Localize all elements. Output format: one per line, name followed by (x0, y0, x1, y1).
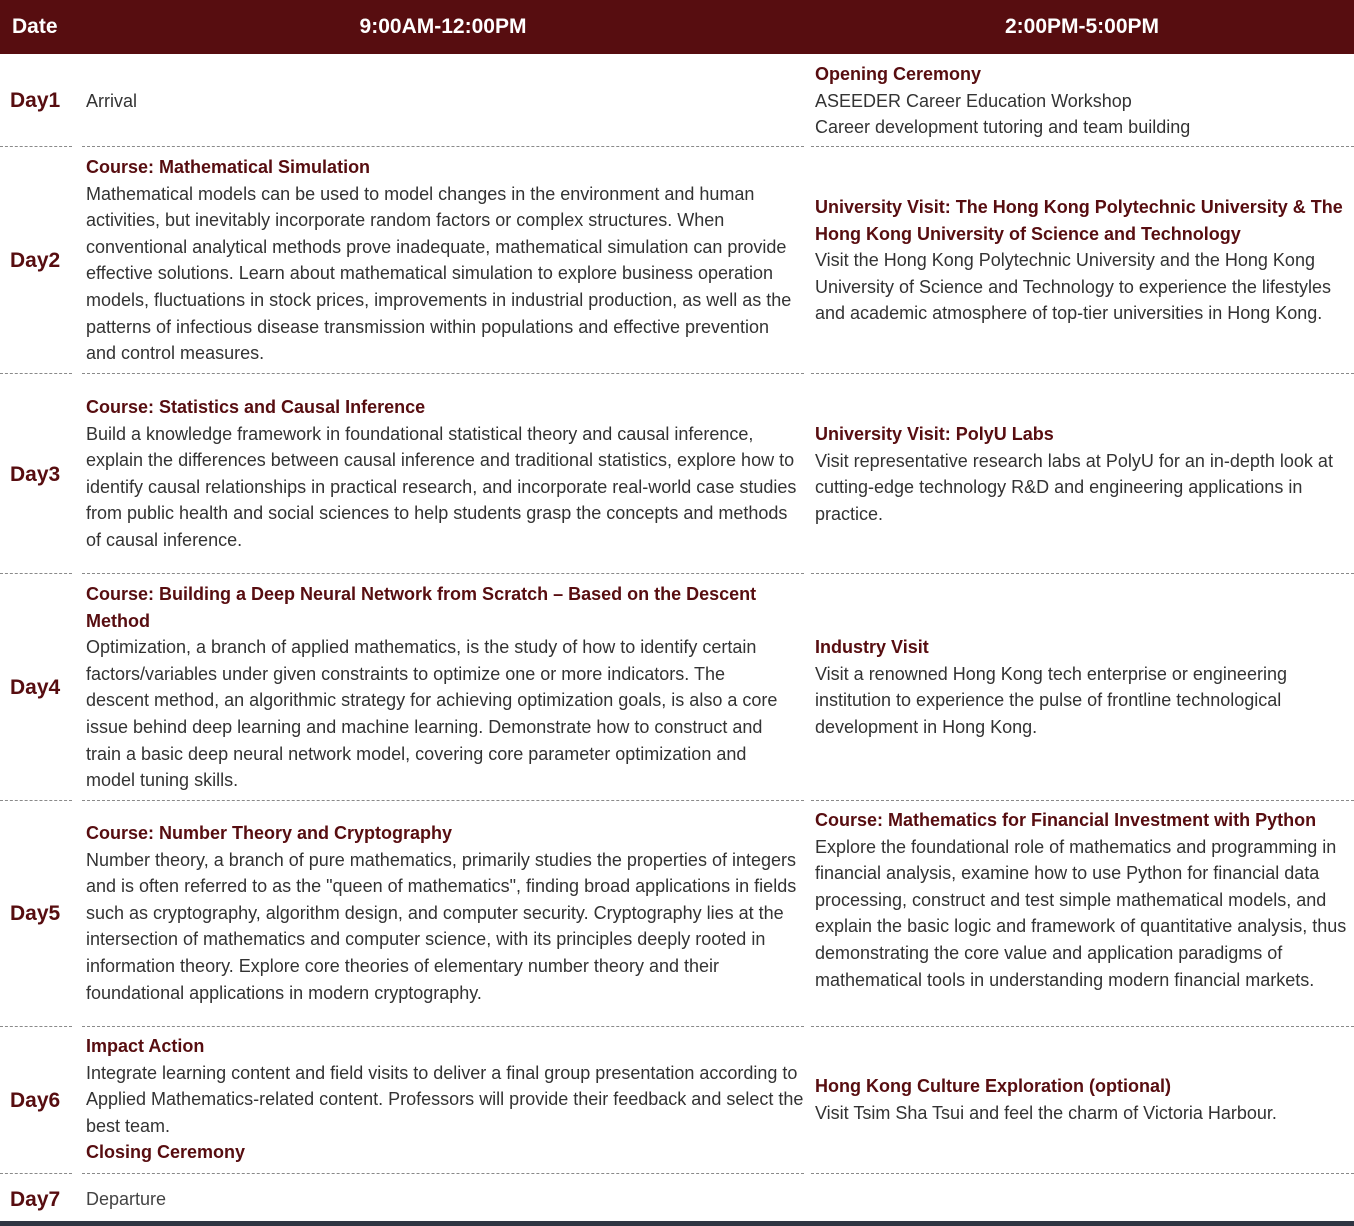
day6-afternoon-text: Visit Tsim Sha Tsui and feel the charm of Victoria Harbour. (815, 1102, 1277, 1123)
day6-afternoon (815, 1073, 1354, 1126)
day2-afternoon-title: University Visit: The Hong Kong Polytechnic University & The Hong Kong University of Science and Technology (815, 197, 1343, 244)
schedule-header (0, 0, 1354, 54)
day4-afternoon-title: Industry Visit (815, 637, 929, 657)
day3-morning (86, 394, 804, 554)
day3-afternoon-text: Visit representative research labs at PolyU for an in-depth look at cutting-edge technology R&D and engineering applications in practice. (815, 450, 1333, 524)
bottom-bar (0, 1221, 1354, 1226)
day2-morning-text: Mathematical models can be used to model changes in the environment and human activities, but inevitably incorporate random factors or complex structures. When conventional analytical methods prove inadequate, mathematical simulation can provide effective solutions. Learn about mathematical simulation to explore business operation models, fluctuations in stock prices, improvements in industrial production, as well as the patterns of infectious disease transmission within populations and effective prevention and control measures. (86, 183, 792, 364)
day5-morning-text: Number theory, a branch of pure mathematics, primarily studies the properties of integers and is often referred to as the "queen of mathematics", finding broad applications in fields such as cryptography, algorithm design, and computer security. Cryptography lies at the intersection of mathematics and computer science, with its principles deeply rooted in information theory. Explore core theories of elementary number theory and their foundational applications in modern cryptography. (86, 849, 797, 1003)
day-label: Day1 (10, 89, 61, 112)
day3-afternoon-title: University Visit: PolyU Labs (815, 424, 1054, 444)
day1-afternoon-line: ASEEDER Career Education Workshop (815, 90, 1132, 111)
day1-morning-text: Arrival (86, 91, 138, 111)
day5-afternoon-text: Explore the foundational role of mathematics and programming in financial analysis, examine how to use Python for financial data processing, construct and test simple mathematical models, and explain the basic logic and framework of quantitative analysis, thus demonstrating the core value and application paradigms of mathematical tools in understanding modern financial markets. (815, 836, 1347, 990)
day5-afternoon (815, 807, 1354, 993)
day-label: Day3 (10, 463, 61, 486)
day4-morning (86, 581, 786, 794)
day1-afternoon-line: Career development tutoring and team building (815, 117, 1191, 138)
day5-morning (86, 820, 804, 1006)
day6-morning-text: Integrate learning content and field visits to deliver a final group presentation according to Applied Mathematics-related content. Professors will provide their feedback and select the best team. (86, 1062, 804, 1136)
day-label: Day2 (10, 249, 61, 272)
day1-afternoon (815, 61, 1354, 141)
day7-morning-text: Departure (86, 1189, 167, 1209)
day3-afternoon (815, 421, 1354, 527)
header-morning: 9:00AM-12:00PM (359, 15, 527, 38)
day2-afternoon (815, 194, 1354, 327)
day1-afternoon-title: Opening Ceremony (815, 64, 982, 84)
day2-morning (86, 154, 804, 367)
day6-morning-title2: Closing Ceremony (86, 1142, 246, 1163)
day5-morning-title: Course: Number Theory and Cryptography (86, 823, 453, 843)
day-label: Day6 (10, 1089, 61, 1112)
header-afternoon: 2:00PM-5:00PM (1004, 15, 1160, 38)
day3-morning-title: Course: Statistics and Causal Inference (86, 397, 426, 417)
day4-afternoon (815, 634, 1354, 740)
day4-morning-title: Course: Building a Deep Neural Network from Scratch – Based on the Descent Method (86, 584, 757, 631)
header-date: Date (12, 15, 58, 38)
day2-afternoon-text: Visit the Hong Kong Polytechnic University and the Hong Kong University of Science and Technology to experience the lifestyles and academic atmosphere of top-tier universities in Hong Kong. (815, 250, 1331, 324)
day6-morning-title: Impact Action (86, 1036, 205, 1056)
day6-afternoon-title: Hong Kong Culture Exploration (optional) (815, 1076, 1171, 1096)
day4-afternoon-text: Visit a renowned Hong Kong tech enterprise or engineering institution to experience the pulse of frontline technological development in Hong Kong. (815, 663, 1287, 737)
day-label: Day5 (10, 902, 61, 925)
day3-morning-text: Build a knowledge framework in foundational statistical theory and causal inference, explain the differences between causal inference and traditional statistics, explore how to identify causal relationships in practical research, and incorporate real-world case studies from public health and social sciences to help students grasp the concepts and methods of causal inference. (86, 423, 797, 550)
day4-morning-text: Optimization, a branch of applied mathematics, is the study of how to identify certain factors/variables under given constraints to optimize one or more indicators. The descent method, an algorithmic strategy for achieving optimization goals, is also a core issue behind deep learning and machine learning. Demonstrate how to construct and train a basic deep neural network model, covering core parameter optimization and model tuning skills. (86, 637, 778, 791)
day-label: Day7 (10, 1188, 61, 1211)
day7-morning (86, 1186, 804, 1213)
day1-morning (86, 88, 804, 115)
day2-morning-title: Course: Mathematical Simulation (86, 157, 371, 177)
day-label: Day4 (10, 676, 61, 699)
day5-afternoon-title: Course: Mathematics for Financial Investment with Python (815, 810, 1317, 830)
day6-morning (86, 1033, 804, 1166)
